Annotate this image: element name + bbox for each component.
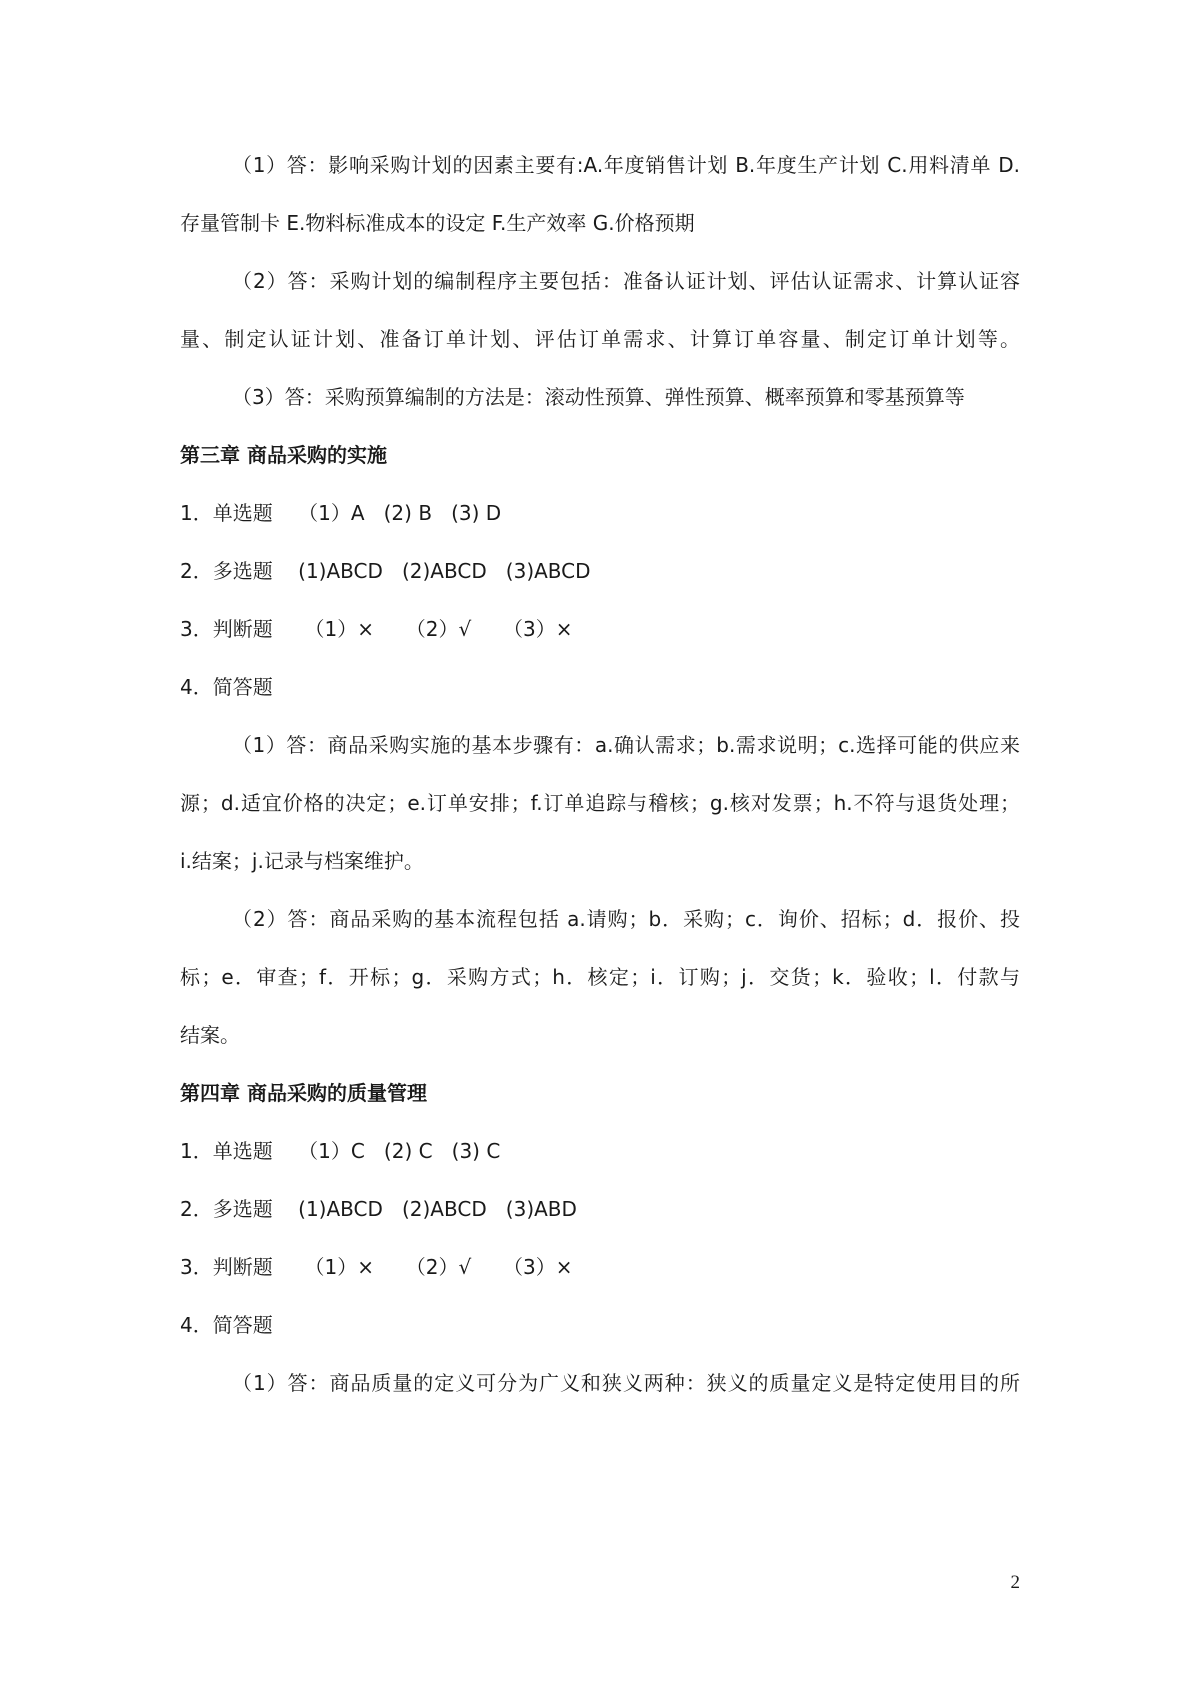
paragraph-line: （2）答：采购计划的编制程序主要包括：准备认证计划、评估认证需求、计算认证容 <box>232 269 1020 293</box>
paragraph-line: 源；d.适宜价格的决定；e.订单安排；f.订单追踪与稽核；g.核对发票；h.不符与退货处理； <box>180 791 1020 815</box>
paragraph-line: 量、制定认证计划、准备订单计划、评估订单需求、计算订单容量、制定订单计划等。 <box>180 327 1020 351</box>
paragraph-line: i.结案；j.记录与档案维护。 <box>180 849 424 873</box>
paragraph-line: （2）答：商品采购的基本流程包括 a.请购；b．采购；c．询价、招标；d．报价、投 <box>232 907 1020 931</box>
answer-line: 4．简答题 <box>180 1313 273 1337</box>
paragraph-line: 存量管制卡 E.物料标准成本的设定 F.生产效率 G.价格预期 <box>180 211 695 235</box>
answer-line: 1．单选题 （1）A (2) B (3) D <box>180 501 502 525</box>
paragraph-line: （1）答：商品采购实施的基本步骤有：a.确认需求；b.需求说明；c.选择可能的供应来 <box>232 733 1020 757</box>
answer-line: 2．多选题 (1)ABCD (2)ABCD (3)ABD <box>180 1197 577 1221</box>
answer-line: 1．单选题 （1）C (2) C (3) C <box>180 1139 501 1163</box>
chapter-heading: 第四章 商品采购的质量管理 <box>180 1081 427 1105</box>
answer-line: 2．多选题 (1)ABCD (2)ABCD (3)ABCD <box>180 559 591 583</box>
answer-line: 4．简答题 <box>180 675 273 699</box>
answer-line: 3．判断题 （1）× （2）√ （3）× <box>180 617 573 641</box>
paragraph-line: （1）答：商品质量的定义可分为广义和狭义两种：狭义的质量定义是特定使用目的所 <box>232 1371 1020 1395</box>
paragraph-line: 结案。 <box>180 1023 240 1047</box>
paragraph-line: （1）答：影响采购计划的因素主要有:A.年度销售计划 B.年度生产计划 C.用料清单 D. <box>232 153 1020 177</box>
page-number: 2 <box>1010 1572 1020 1593</box>
paragraph-line: （3）答：采购预算编制的方法是：滚动性预算、弹性预算、概率预算和零基预算等 <box>232 385 965 409</box>
answer-line: 3．判断题 （1）× （2）√ （3）× <box>180 1255 573 1279</box>
paragraph-line: 标；e．审查；f．开标；g．采购方式；h．核定；i．订购；j．交货；k．验收；l．付款与 <box>180 965 1020 989</box>
chapter-heading: 第三章 商品采购的实施 <box>180 443 387 467</box>
